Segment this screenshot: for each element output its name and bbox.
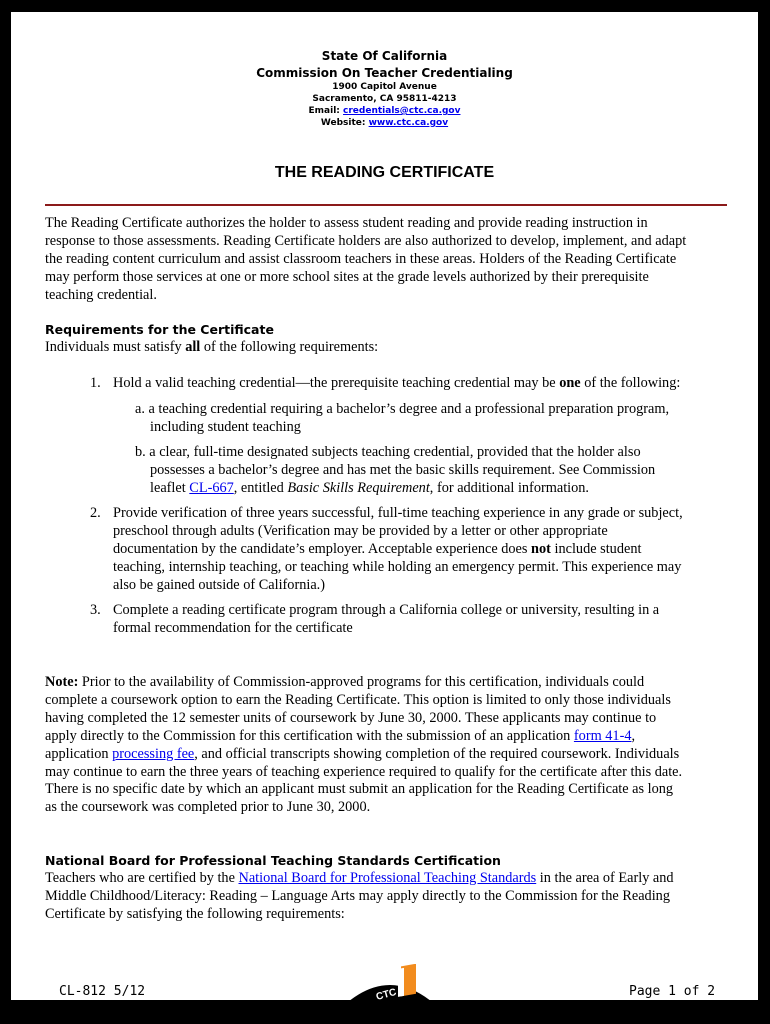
title-divider xyxy=(45,204,727,206)
sub-item-line: b. a clear, full-time designated subjects teaching credential, provided that the holder also xyxy=(135,444,641,460)
logo-text: CTC xyxy=(374,986,398,1003)
intro-paragraph xyxy=(45,215,686,305)
sub-item-line: possesses a bachelor’s degree and has met the basic skills requirement. See Commission xyxy=(150,461,656,478)
page-number: Page 1 of 2 xyxy=(629,984,716,999)
note-line: having completed the 12 semester units of coursework by June 30, 2000. These applicants may continue to xyxy=(45,709,657,726)
intro-line: the reading content curriculum and assist classroom teachers in these areas. Holders of the Reading Certificate xyxy=(45,250,677,267)
form-number: CL-812 5/12 xyxy=(59,984,146,999)
item-line: teaching, internship teaching, or teaching while holding an emergency permit. This experience may xyxy=(113,558,682,575)
nbpts-link[interactable]: National Board for Professional Teaching Standards xyxy=(238,870,537,886)
requirements-heading: Requirements for the Certificate xyxy=(45,322,274,337)
item-number: 2. xyxy=(90,505,101,521)
line-text: Prior to the availability of Commission-approved programs for this certification, individuals could xyxy=(78,674,645,690)
header-address2: Sacramento, CA 95811-4213 xyxy=(312,94,457,104)
line-text: in the area of Early and xyxy=(536,870,674,886)
line-text: leaflet xyxy=(150,479,190,496)
nbpts-line xyxy=(45,870,674,888)
ctc-logo-icon xyxy=(335,964,445,1003)
intro-line: may perform those services at one or more school sites at the grade levels authorized by their prerequisite xyxy=(45,268,649,285)
line-text: , for additional information. xyxy=(429,479,590,496)
line-text: include student xyxy=(550,540,642,557)
line-text: apply directly to the Commission for this certification with the submission of an application xyxy=(45,727,574,744)
line-bold: not xyxy=(531,540,551,557)
processing-fee-link[interactable]: processing fee xyxy=(112,745,195,762)
page-title: THE READING CERTIFICATE xyxy=(274,164,495,181)
intro-line: The Reading Certificate authorizes the holder to assess student reading and provide reading instruction in xyxy=(45,215,648,231)
note-line: complete a coursework option to earn the Reading Certificate. This option is limited to only those individuals xyxy=(45,691,671,708)
note-line xyxy=(45,674,682,692)
line-text: , entitled xyxy=(233,479,288,496)
line-text: application xyxy=(45,745,113,762)
header-email xyxy=(11,106,758,116)
note-line: may continue to earn the three years of teaching experience required to qualify for the certificate after this date. xyxy=(45,763,683,780)
line-text: Teachers who are certified by the xyxy=(45,870,239,886)
note-label: Note: xyxy=(45,674,79,690)
note-line: as the coursework was completed prior to June 30, 2000. xyxy=(45,799,371,816)
lead-text: Individuals must satisfy xyxy=(45,339,186,355)
item-line xyxy=(113,541,683,559)
item-line: Complete a reading certificate program through a California college or university, resulting in a xyxy=(113,602,660,618)
note-line: There is no specific date by which an applicant must submit an application for the Reading Certificate as long xyxy=(45,781,674,798)
lead-text: of the following requirements: xyxy=(200,339,379,355)
leaflet-title: Basic Skills Requirement xyxy=(287,479,430,496)
nbpts-heading: National Board for Professional Teaching Standards Certification xyxy=(45,853,501,868)
lead-bold: all xyxy=(185,339,201,355)
email-label: Email: xyxy=(308,106,344,116)
requirement-item-2 xyxy=(113,505,683,595)
line-text: , and official transcripts showing completion of the required coursework. Individuals xyxy=(194,745,680,762)
nbpts-paragraph xyxy=(45,870,674,924)
intro-line: teaching credential. xyxy=(45,286,157,303)
item-number: 3. xyxy=(90,602,101,618)
header-commission: Commission On Teacher Credentialing xyxy=(256,66,513,80)
sub-item-line xyxy=(135,480,655,498)
cl667-link[interactable]: CL-667 xyxy=(189,479,234,496)
nbpts-line: Middle Childhood/Literacy: Reading – Language Arts may apply directly to the Commission for the Reading xyxy=(45,887,670,904)
line-text: documentation by the candidate’s employer. Acceptable experience does xyxy=(113,540,532,557)
header-state: State Of California xyxy=(321,49,448,63)
requirement-item-1 xyxy=(113,375,680,393)
website-label: Website: xyxy=(320,118,369,128)
sub-item-line: a. a teaching credential requiring a bachelor’s degree and a professional preparation program, xyxy=(135,401,670,417)
sub-item-b xyxy=(135,444,655,498)
item-text: of the following: xyxy=(580,375,681,391)
item-line: Provide verification of three years successful, full-time teaching experience in any grade or subject, xyxy=(113,505,683,521)
website-link[interactable]: www.ctc.ca.gov xyxy=(368,118,449,128)
nbpts-line: Certificate by satisfying the following requirements: xyxy=(45,905,345,922)
requirements-lead xyxy=(45,339,378,357)
item-line: formal recommendation for the certificate xyxy=(113,619,353,636)
header-address1: 1900 Capitol Avenue xyxy=(332,82,437,92)
item-line: preschool through adults (Verification may be provided by a letter or other appropriate xyxy=(113,522,608,539)
note-paragraph xyxy=(45,674,682,817)
sub-item-a xyxy=(135,401,669,437)
sub-item-line: including student teaching xyxy=(150,418,301,435)
requirement-item-3 xyxy=(113,602,659,638)
email-link[interactable]: credentials@ctc.ca.gov xyxy=(343,106,461,116)
form-41-4-link[interactable]: form 41-4 xyxy=(573,727,632,744)
item-number: 1. xyxy=(90,375,101,391)
intro-line: response to those assessments. Reading Certificate holders are also authorized to develop, implement, and adapt xyxy=(45,232,687,249)
item-line: also be gained outside of California.) xyxy=(113,576,326,593)
line-text: , xyxy=(631,727,636,744)
note-line xyxy=(45,746,682,764)
document-page xyxy=(11,12,758,1003)
header-website xyxy=(11,118,758,128)
note-line xyxy=(45,728,682,746)
item-text: Hold a valid teaching credential—the prerequisite teaching credential may be xyxy=(113,375,560,391)
item-bold: one xyxy=(559,375,581,391)
